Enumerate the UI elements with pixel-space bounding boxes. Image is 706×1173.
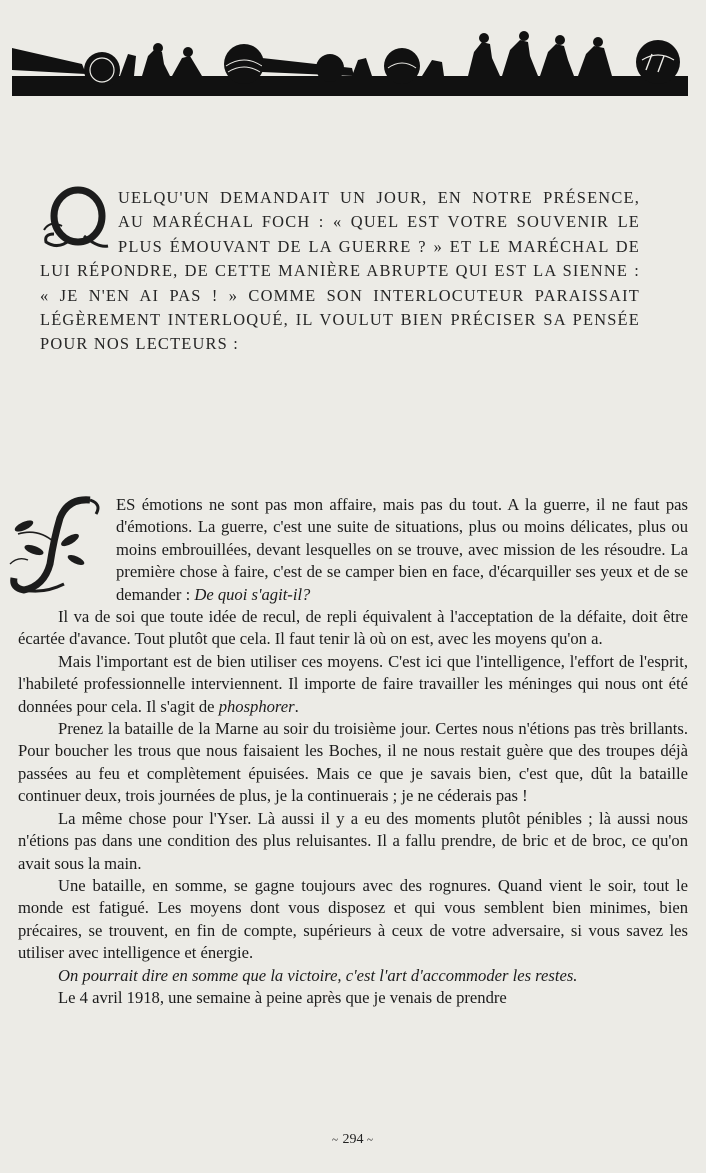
decorative-banner: [12, 30, 688, 98]
intro-text: UELQU'UN DEMANDAIT UN JOUR, EN NOTRE PRÉSENCE, AU MARÉCHAL FOCH : « QUEL EST VOTRE SOUVENIR LE PLUS ÉMOUVANT DE LA GUERRE ? » ET LE MARÉCHAL DE LUI RÉPONDRE, DE CETTE MANIÈRE ABRUPTE QUI EST LA SIENNE : « JE N'EN AI PAS ! » COMME SON INTERLOCUTEUR PARAISSAIT LÉGÈREMENT INTERLOQUÉ, IL VOULUT BIEN PRÉCISER SA PENSÉE POUR NOS LECTEURS :: [40, 188, 640, 354]
paragraph-6: Une bataille, en somme, se gagne toujours avec des rognures. Quand vient le soir, tout le monde est fatigué. Les moyens dont vous disposez et qui vous semblent bien minimes, bien précaires, se trouvent, en fin de compte, supérieurs à ceux de votre adversaire, si vous savez les utiliser avec intelligence et énergie.: [18, 875, 688, 963]
paragraph-8: Le 4 avril 1918, une semaine à peine après que je venais de prendre: [58, 987, 507, 1007]
folio-ornament-left: ~: [332, 1134, 339, 1146]
battle-silhouette-icon: [12, 30, 688, 98]
paragraph-3: Mais l'important est de bien utiliser ces moyens. C'est ici que l'intelligence, l'effort de l'esprit, l'habileté professionnelle interviennent. Il importe de faire travailler les méninges qui nous ont été données pour cela. Il s'agit de phosphorer.: [18, 651, 688, 716]
paragraph-2: Il va de soi que toute idée de recul, de repli équivalent à l'acceptation de la défaite, doit être écartée d'avance. Tout plutôt que cela. Il faut tenir là où on est, avec les moyens qu'on a.: [18, 607, 688, 649]
folio-ornament-right: ~: [367, 1134, 374, 1146]
paragraph-5: La même chose pour l'Yser. Là aussi il y a eu des moments plutôt pénibles ; là aussi nous n'étions pas dans une condition des plus reluisantes. Il a fallu prendre, de bric et de broc, ce qu'on avait sous la main.: [18, 808, 688, 873]
article-body: [18, 494, 688, 1009]
intro-paragraph: [40, 186, 640, 357]
ornamental-l-with-leaves-icon: [4, 494, 112, 596]
italic-question: De quoi s'agit-il?: [194, 584, 311, 604]
ornamental-q-icon: [40, 186, 110, 252]
drop-cap-q: [40, 186, 110, 252]
paragraph-7: On pourrait dire en somme que la victoire, c'est l'art d'accommoder les restes.: [58, 965, 578, 985]
italic-word: phosphorer: [218, 696, 295, 716]
paragraph-1: ES émotions ne sont pas mon affaire, mais pas du tout. A la guerre, il ne faut pas d'émotions. La guerre, c'est une suite de situations, plus ou moins délicates, plus ou moins embrouillées, devant lesquelles on se trouve, avec mission de les résoudre. La première chose à faire, c'est de se camper bien en face, d'écarquiller ses yeux et de se demander : De quoi s'agit-il?: [116, 495, 688, 604]
page-number: [0, 1132, 706, 1148]
drop-cap-l: [4, 494, 112, 596]
paragraph-4: Prenez la bataille de la Marne au soir du troisième jour. Certes nous n'étions pas très brillants. Pour boucher les trous que nous faisaient les Boches, il ne nous restait guère que des troupes déjà passées au feu et complètement épuisées. Mais ce que je savais bien, c'est que, dût la bataille continuer deux, trois journées de plus, je la continuerais ; je ne céderais pas !: [18, 719, 688, 806]
page-number-value: 294: [342, 1132, 364, 1147]
